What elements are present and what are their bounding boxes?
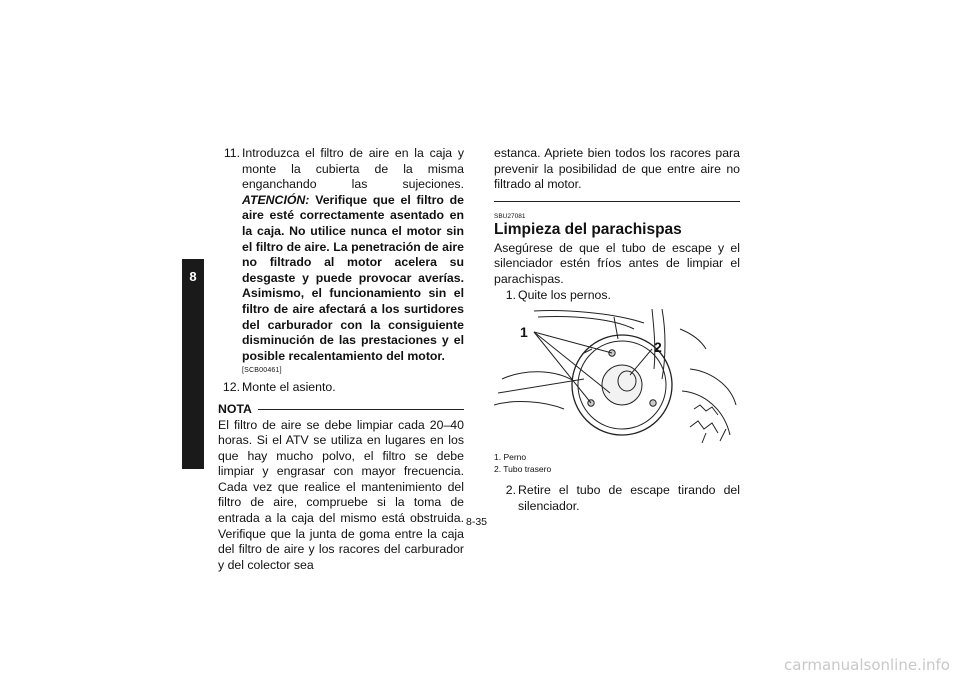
step-2-text: Retire el tubo de escape tirando del silenciador. <box>518 483 740 513</box>
spark-arrester-illustration <box>494 309 738 447</box>
section-intro: Asegúrese de que el tubo de escape y el silenciador estén fríos antes de limpiar el parachispas. <box>494 240 740 286</box>
right-column <box>494 146 740 514</box>
attention-warning: Verifique que el filtro de aire esté correctamente asentado en la caja. No utilice nunca el motor sin el filtro de aire. La penetración de aire no filtrado al motor acelera su desgaste y puede provocar averías. Asimismo, el funcionamiento sin el filtro de aire afectará a los surtidores del carburador con la consiguiente disminución de las prestaciones y el posible recalentamiento del motor. <box>242 192 465 363</box>
step-2-number: 2. <box>505 483 516 498</box>
step-12 <box>218 380 464 396</box>
step-1-text: Quite los pernos. <box>518 287 611 302</box>
figure-label-1: 1 <box>520 324 528 341</box>
section-divider <box>494 201 740 202</box>
section-code: SBU27081 <box>494 212 526 220</box>
step-12-text: Monte el asiento. <box>242 380 336 395</box>
nota-rule <box>258 409 464 410</box>
continuation-text: estanca. Apriete bien todos los racores para prevenir la posibilidad de que entre aire no filtrado al motor. <box>494 146 740 192</box>
page-number: 8-35 <box>466 516 488 528</box>
step-1-number: 1. <box>505 287 516 302</box>
step-11-text: Introduzca el filtro de aire en la caja y monte la cubierta de la misma enganchando las sujeciones. <box>242 146 464 192</box>
step-11-number: 11. <box>223 146 240 160</box>
step-2 <box>494 483 740 514</box>
step-12-number: 12. <box>222 380 240 395</box>
nota-header <box>218 402 464 418</box>
watermark: carmanualsonline.info <box>784 656 950 674</box>
step-1 <box>494 288 740 304</box>
figure-label-2: 2 <box>654 339 662 356</box>
nota-text: El filtro de aire se debe limpiar cada 20–40 horas. Si el ATV se utiliza en lugares en los que hay mucho polvo, el filtro se debe limpiar y engrasar con mayor frecuencia. Cada vez que realice el mantenimiento del filtro de aire, compruebe si la toma de entrada a la caja del mismo está obstruida. Verifique que la junta de goma entre la caja del filtro de aire y los racores del carburador y del colector sea <box>218 417 464 572</box>
figure-captions <box>494 451 740 475</box>
caption-tubo-trasero: 2. Tubo trasero <box>494 464 552 475</box>
chapter-tab: 8 <box>182 259 204 469</box>
attention-label: ATENCIÓN: <box>242 192 310 207</box>
left-column <box>218 146 464 573</box>
spark-arrester-figure <box>494 309 738 447</box>
caption-perno: 1. Perno <box>494 452 527 463</box>
nota-label: NOTA <box>218 401 252 416</box>
warning-code: [SCB00461] <box>242 367 282 375</box>
step-11 <box>218 146 464 376</box>
section-title: Limpieza del parachispas <box>494 220 682 238</box>
